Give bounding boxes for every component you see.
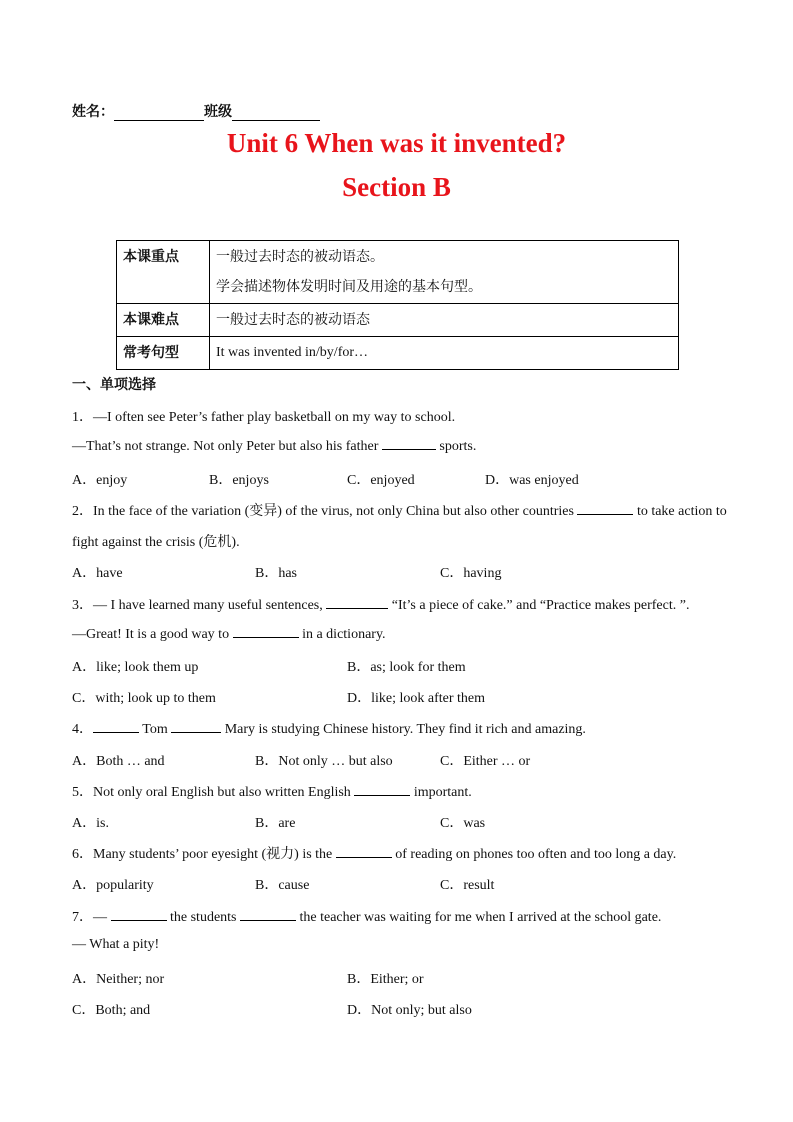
question-6-stem xyxy=(72,843,676,863)
option-a[interactable]: A．enjoy xyxy=(72,473,128,488)
row-label: 常考句型 xyxy=(117,337,210,370)
question-number: 4． xyxy=(72,722,93,737)
lesson-focus-table xyxy=(116,240,679,370)
question-text: 1．—I often see Peter’s father play basketball on my way to school. xyxy=(72,410,456,425)
class-blank xyxy=(232,106,320,121)
option-c[interactable]: C．with; look up to them xyxy=(72,691,216,706)
question-5-stem xyxy=(72,781,472,801)
option-c[interactable]: C．enjoyed xyxy=(347,473,415,488)
answer-blank xyxy=(326,596,388,609)
question-text: to take action to xyxy=(633,504,727,519)
option-c[interactable]: C．Both; and xyxy=(72,1003,151,1018)
answer-blank xyxy=(354,783,410,796)
table-row xyxy=(117,241,679,304)
option-b[interactable]: B．as; look for them xyxy=(347,660,466,675)
question-1-stem xyxy=(72,406,455,426)
value-line: 一般过去时态的被动语态 xyxy=(216,312,370,328)
option-d[interactable]: D．was enjoyed xyxy=(485,473,579,488)
option-b[interactable]: B．enjoys xyxy=(209,473,269,488)
answer-blank xyxy=(382,437,436,450)
option-b[interactable]: B．cause xyxy=(255,878,310,893)
question-text: 7．— xyxy=(72,910,111,925)
question-text: 2．In the face of the variation (变异) of the virus, not only China but also other countries xyxy=(72,504,578,519)
question-text: 6．Many students’ poor eyesight (视力) is the xyxy=(72,847,336,862)
option-a[interactable]: A．popularity xyxy=(72,878,154,893)
option-c[interactable]: C．was xyxy=(440,816,486,831)
student-info-line xyxy=(72,101,320,121)
question-text: —Great! It is a good way to xyxy=(72,627,233,642)
question-3-reply xyxy=(72,625,386,643)
option-c[interactable]: C．result xyxy=(440,878,495,893)
question-2-stem xyxy=(72,500,727,520)
row-value xyxy=(210,241,679,304)
option-d[interactable]: D．Not only; but also xyxy=(347,1003,472,1018)
class-label: 班级 xyxy=(204,104,232,120)
option-a[interactable]: A．Both … and xyxy=(72,754,165,769)
option-a[interactable]: A．is. xyxy=(72,816,109,831)
question-text: important. xyxy=(410,785,472,800)
question-text: the students xyxy=(166,910,240,925)
question-3-stem xyxy=(72,594,689,614)
answer-blank xyxy=(93,720,139,733)
row-label: 本课重点 xyxy=(117,241,210,304)
question-7-stem xyxy=(72,906,661,926)
question-7-reply: — What a pity! xyxy=(72,937,160,952)
row-label: 本课难点 xyxy=(117,304,210,337)
option-a[interactable]: A．have xyxy=(72,566,123,581)
answer-blank xyxy=(336,845,392,858)
question-text: 3．— I have learned many useful sentences, xyxy=(72,598,327,613)
row-value xyxy=(210,337,679,370)
question-text: of reading on phones too often and too long a day. xyxy=(391,847,677,862)
question-4-stem xyxy=(72,718,586,738)
section-heading: 一、单项选择 xyxy=(72,377,156,393)
table-row xyxy=(117,304,679,337)
answer-blank xyxy=(171,720,221,733)
option-c[interactable]: C．having xyxy=(440,566,502,581)
option-d[interactable]: D．like; look after them xyxy=(347,691,486,706)
option-a[interactable]: A．like; look them up xyxy=(72,660,199,675)
value-line: 学会描述物体发明时间及用途的基本句型。 xyxy=(216,279,482,295)
value-line: 一般过去时态的被动语态。 xyxy=(216,249,384,265)
question-text: Mary is studying Chinese history. They find it rich and amazing. xyxy=(221,722,586,737)
question-text: —That’s not strange. Not only Peter but also his father xyxy=(72,439,382,454)
option-c[interactable]: C．Either … or xyxy=(440,754,531,769)
question-text: in a dictionary. xyxy=(298,627,386,642)
question-text: Tom xyxy=(139,722,172,737)
unit-title: Unit 6 When was it invented? xyxy=(226,128,567,158)
question-text: the teacher was waiting for me when I arrived at the school gate. xyxy=(296,910,662,925)
name-label: 姓名： xyxy=(72,104,114,120)
option-b[interactable]: B．Either; or xyxy=(347,972,424,987)
option-b[interactable]: B．Not only … but also xyxy=(255,754,393,769)
answer-blank xyxy=(240,908,296,921)
question-text: “It’s a piece of cake.” and “Practice makes perfect. ”. xyxy=(388,598,690,613)
row-value xyxy=(210,304,679,337)
section-title: Section B xyxy=(342,172,451,202)
option-a[interactable]: A．Neither; nor xyxy=(72,972,165,987)
question-text: 5．Not only oral English but also written English xyxy=(72,785,355,800)
name-blank xyxy=(114,106,204,121)
answer-blank xyxy=(111,908,167,921)
answer-blank xyxy=(233,625,299,638)
question-1-reply xyxy=(72,437,476,455)
table-row xyxy=(117,337,679,370)
option-b[interactable]: B．has xyxy=(255,566,297,581)
option-b[interactable]: B．are xyxy=(255,816,296,831)
answer-blank xyxy=(577,502,633,515)
question-text: sports. xyxy=(435,439,477,454)
question-2-stem-cont: fight against the crisis (危机). xyxy=(72,535,240,550)
value-line: It was invented in/by/for… xyxy=(216,345,369,360)
